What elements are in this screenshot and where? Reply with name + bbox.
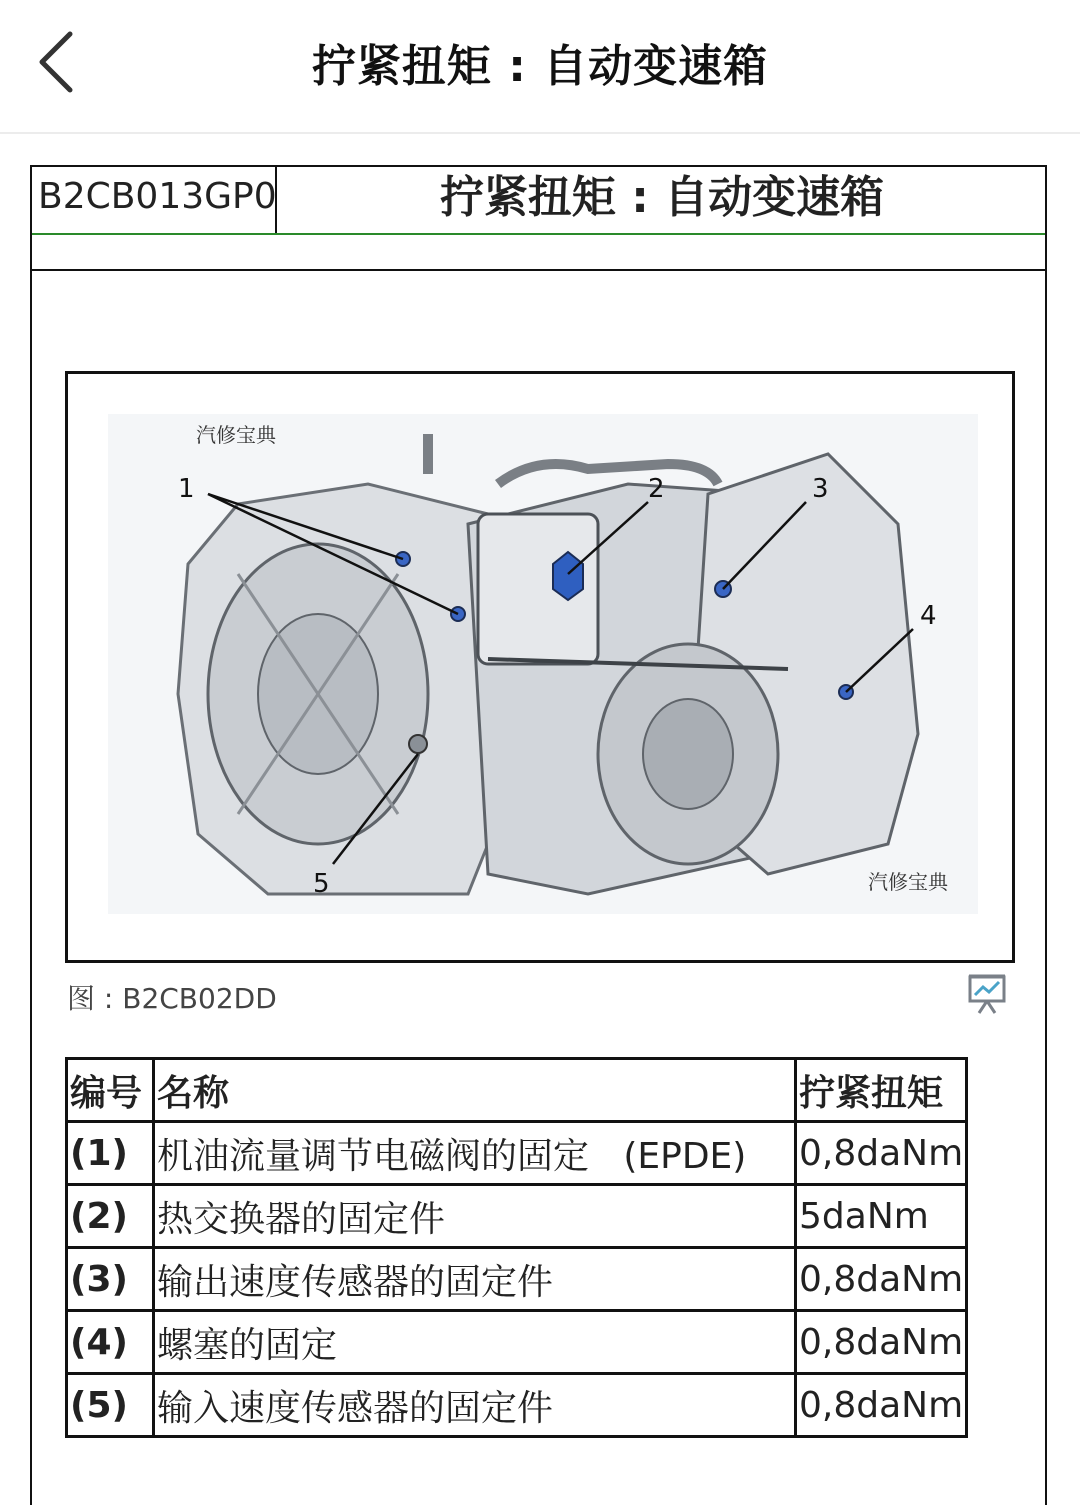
row-number: (5) [67,1374,154,1437]
header-name: 名称 [154,1059,796,1122]
transmission-illustration [68,374,1012,960]
row-number: (4) [67,1311,154,1374]
table-row [67,1248,967,1311]
document-header [32,167,1045,235]
table-row [67,1185,967,1248]
watermark-text: 汽修宝典 [868,870,948,894]
callout-label: 4 [920,601,937,631]
document-code: B2CB013GP0 [32,167,277,233]
header-torque: 拧紧扭矩 [796,1059,967,1122]
header-number: 编号 [67,1059,154,1122]
figure-caption: 图 : B2CB02DD [67,982,277,1015]
table-row [67,1122,967,1185]
row-name: 输入速度传感器的固定件 [154,1374,796,1437]
transmission-figure[interactable] [65,371,1015,963]
row-torque: 0,8daNm [796,1311,967,1374]
app-bar [0,0,1080,134]
presentation-icon [967,969,1007,1017]
row-torque: 0,8daNm [796,1248,967,1311]
table-row [67,1311,967,1374]
torque-table [65,1057,968,1438]
row-torque: 0,8daNm [796,1374,967,1437]
table-row [67,1374,967,1437]
watermark-text: 汽修宝典 [196,423,276,447]
row-name: 机油流量调节电磁阀的固定 (EPDE) [154,1122,796,1185]
callout-label: 2 [648,474,665,504]
row-torque: 0,8daNm [796,1122,967,1185]
row-name: 热交换器的固定件 [154,1185,796,1248]
row-number: (2) [67,1185,154,1248]
presentation-button[interactable] [967,969,1007,1017]
document-subheader-row [32,233,1045,271]
callout-label: 3 [812,474,829,504]
document-title: 拧紧扭矩 : 自动变速箱 [439,172,885,223]
document-frame [30,165,1047,1505]
row-torque: 5daNm [796,1185,967,1248]
table-header-row [67,1059,967,1122]
row-number: (1) [67,1122,154,1185]
callout-label: 1 [178,474,195,504]
row-number: (3) [67,1248,154,1311]
callout-label: 5 [313,869,330,899]
page-title: 拧紧扭矩 : 自动变速箱 [311,41,769,92]
row-name: 输出速度传感器的固定件 [154,1248,796,1311]
row-name: 螺塞的固定 [154,1311,796,1374]
